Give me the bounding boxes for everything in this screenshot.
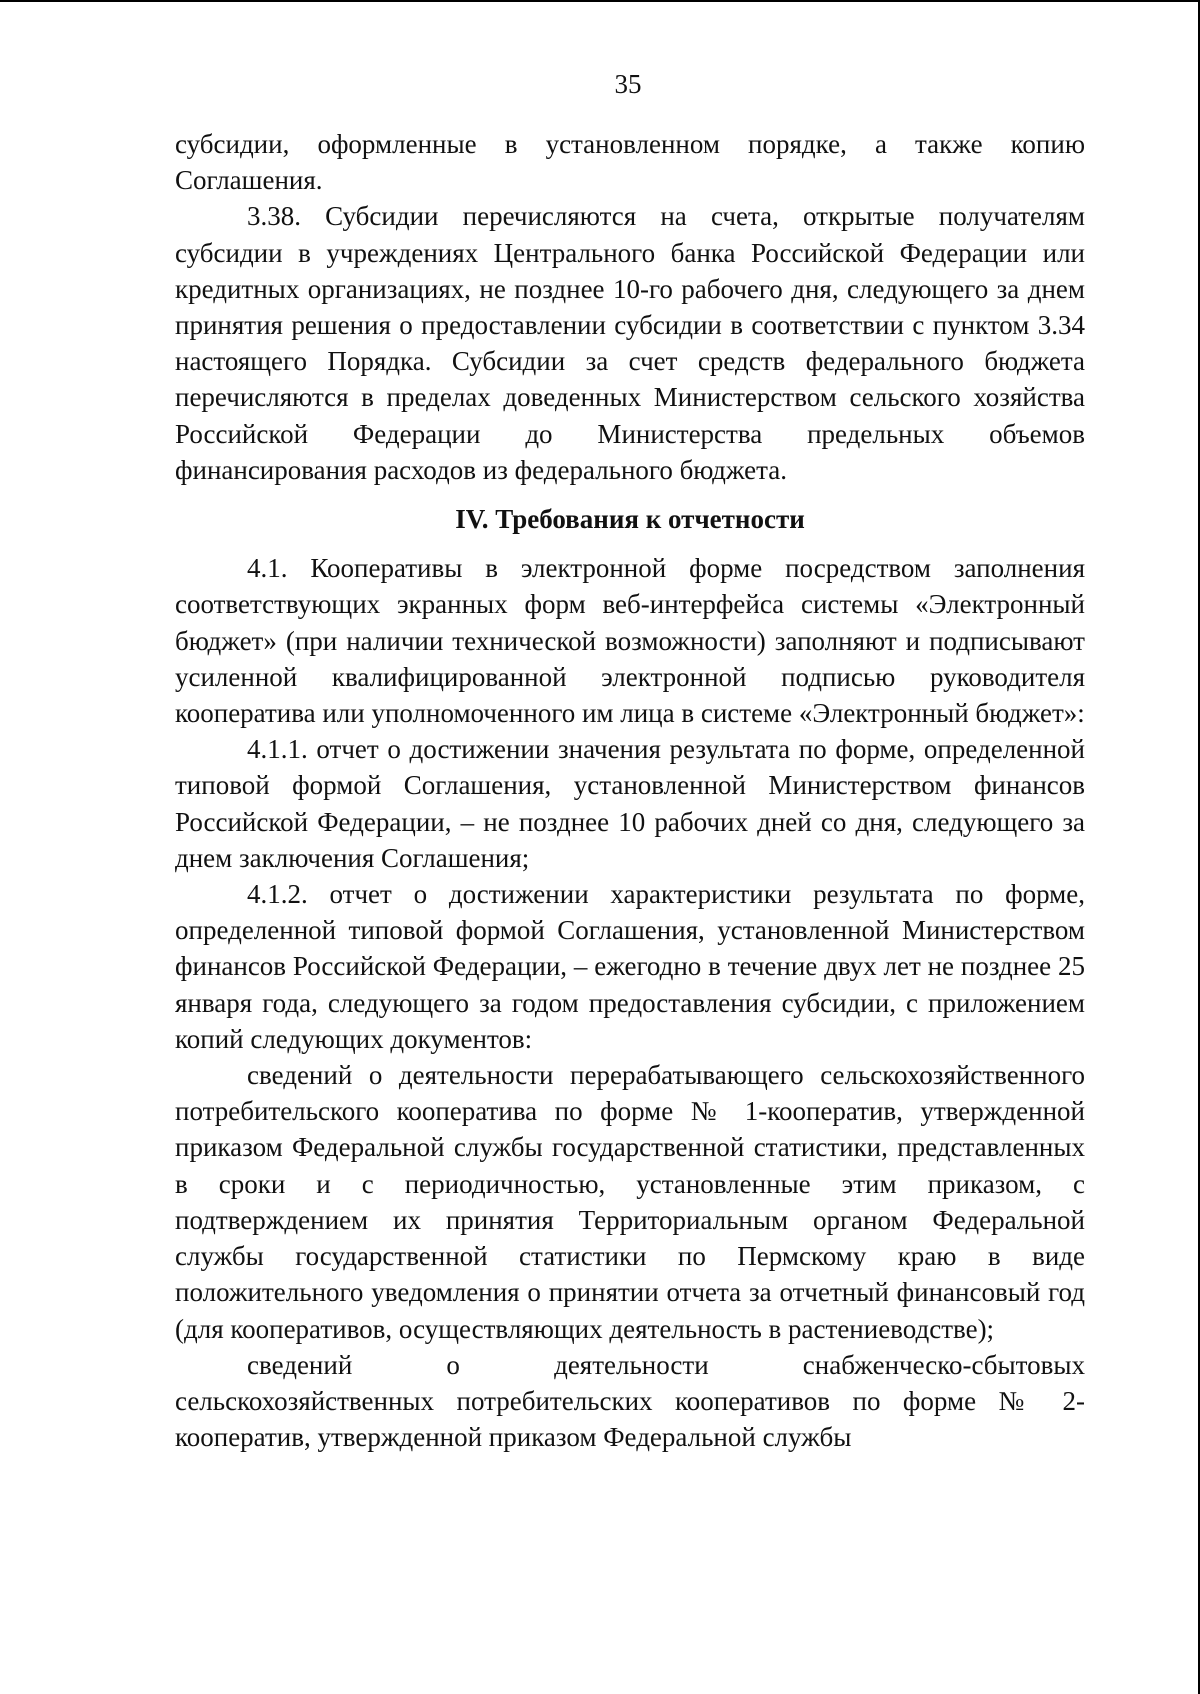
paragraph-4-1-2: 4.1.2. отчет о достижении характеристики результата по форме, определенной типовой формой Соглашения, установленной Министерством финансов Российской Федерации, – ежегодно в течение двух лет не позднее 25 января года, следующего за годом предоставления субсидии, с приложением копий следующих документов: xyxy=(175,879,1085,1054)
paragraph-form-1-cooperative: сведений о деятельности перерабатывающего сельскохозяйственного потребительского кооператива по форме № 1-кооператив, утвержденной приказом Федеральной службы государственной статистики, представленных в сроки и с периодичностью, установленные этим приказом, с подтверждением их принятия Территориальным органом Федеральной службы государственной статистики по Пермскому краю в виде положительного уведомления о принятии отчета за отчетный финансовый год (для кооперативов, осуществляющих деятельность в растениеводстве); xyxy=(175,1060,1085,1344)
paragraph-form-2-cooperative: сведений о деятельности снабженческо-сбытовых сельскохозяйственных потребительских кооперативов по форме № 2-кооператив, утвержденной приказом Федеральной службы xyxy=(175,1349,1085,1453)
paragraph-4-1: 4.1. Кооперативы в электронной форме посредством заполнения соответствующих экранных форм веб-интерфейса системы «Электронный бюджет» (при наличии технической возможности) заполняют и подписывают усиленной квалифицированной электронной подписью руководителя кооператива или уполномоченного им лица в системе «Электронный бюджет»: xyxy=(175,553,1085,729)
paragraph-4-1-1: 4.1.1. отчет о достижении значения результата по форме, определенной типовой формой Соглашения, установленной Министерством финансов Российской Федерации, – не позднее 10 рабочих дней со дня, следующего за днем заключения Соглашения; xyxy=(175,734,1085,873)
section-heading-iv: IV. Требования к отчетности xyxy=(455,504,805,535)
paragraph-continuation: субсидии, оформленные в установленном порядке, а также копию Соглашения. xyxy=(175,129,1085,196)
paragraph-3-38: 3.38. Субсидии перечисляются на счета, открытые получателям субсидии в учреждениях Центрального банка Российской Федерации или кредитных организациях, не позднее 10-го рабочего дня, следующего за днем принятия решения о предоставлении субсидии в соответствии с пунктом 3.34 настоящего Порядка. Субсидии за счет средств федерального бюджета перечисляются в пределах доведенных Министерством сельского хозяйства Российской Федерации до Министерства предельных объемов финансирования расходов из федерального бюджета. xyxy=(175,201,1085,485)
document-body xyxy=(175,126,1085,1455)
page-number: 35 xyxy=(614,69,642,99)
